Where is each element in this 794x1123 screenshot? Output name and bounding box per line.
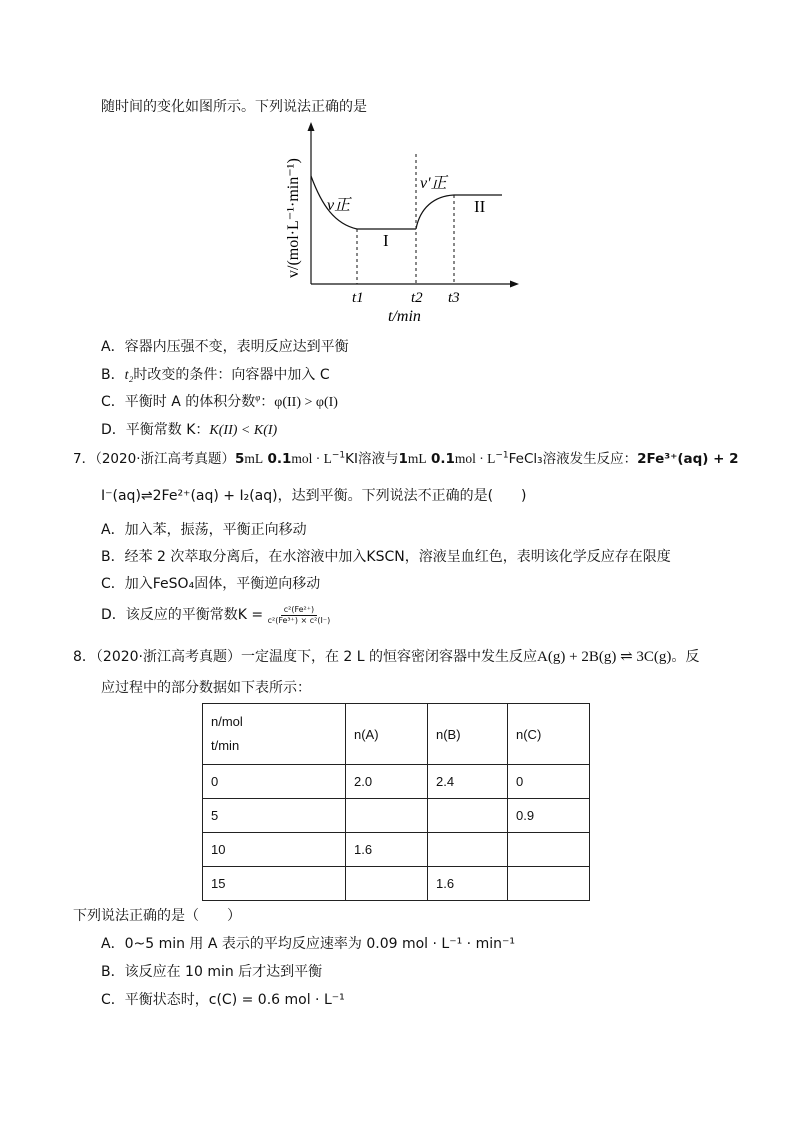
header-n-b: n(B) bbox=[428, 704, 508, 765]
rate-time-graph bbox=[280, 118, 530, 330]
q7-option-a: A．加入苯，振荡，平衡正向移动 bbox=[101, 522, 307, 538]
y-axis-arrow-icon bbox=[308, 122, 315, 131]
header-n-a: n(A) bbox=[346, 704, 428, 765]
region-1-label: I bbox=[383, 231, 389, 250]
t3-label: t3 bbox=[448, 290, 460, 306]
x-axis-arrow-icon bbox=[510, 281, 519, 288]
q8-option-c: C．平衡状态时，c(C) = 0.6 mol · L⁻¹ bbox=[101, 992, 345, 1008]
t1-label: t1 bbox=[352, 290, 364, 306]
q6-option-b: B．t₂时改变的条件：向容器中加入 C bbox=[101, 367, 330, 383]
q7-option-c: C．加入FeSO₄固体，平衡逆向移动 bbox=[101, 576, 321, 592]
q8-option-a: A．0~5 min 用 A 表示的平均反应速率为 0.09 mol · L⁻¹ · min⁻¹ bbox=[101, 936, 515, 952]
table-row: 0 2.0 2.4 0 bbox=[203, 765, 590, 799]
q7-option-d: D．该反应的平衡常数K = $\frac{\text{c²(Fe²⁺)}}{\text{c²(Fe³⁺) × c²(I⁻)}}$ bbox=[101, 604, 331, 625]
forward-rate-prime-curve bbox=[416, 195, 502, 229]
q8-stem-line2: 应过程中的部分数据如下表所示： bbox=[101, 680, 311, 696]
table-row: 10 1.6 bbox=[203, 833, 590, 867]
q6-option-c: C．平衡时 A 的体积分数$^\varphi$：φ(II) > φ(I) bbox=[101, 392, 338, 410]
q8-prompt: 下列说法正确的是（ ） bbox=[73, 908, 241, 924]
q8-stem-line1: 8．（2020·浙江高考真题）一定温度下，在 2 L 的恒容密闭容器中发生反应A(g) + 2B(g) ⇌ 3C(g)。反 bbox=[73, 649, 700, 665]
q7-stem-line1: 7．（2020·浙江高考真题）5mL $0.1mol \cdot L^{-1}KI$溶液与1mL $0.1mol \cdot L^{-1}FeCl_3$溶液发生反应：2Fe³⁺(aq) + 2 bbox=[73, 450, 739, 467]
q7-option-b: B．经苯 2 次萃取分离后，在水溶液中加入KSCN，溶液呈血红色，表明该化学反应存在限度 bbox=[101, 549, 671, 565]
t2-label: t2 bbox=[411, 290, 423, 306]
intro-text: 随时间的变化如图所示。下列说法正确的是 bbox=[101, 99, 367, 115]
table-header-row bbox=[203, 704, 590, 765]
v-forward-prime-label: v′正 bbox=[420, 175, 447, 192]
region-2-label: II bbox=[474, 197, 486, 216]
y-axis-label: v/(mol·L⁻¹·min⁻¹) bbox=[285, 158, 302, 278]
q6-option-a: A．容器内压强不变，表明反应达到平衡 bbox=[101, 339, 349, 355]
table-corner-cell: n/mol t/min bbox=[203, 704, 346, 765]
q6-option-d: D．平衡常数 K：K(II) < K(I) bbox=[101, 422, 278, 438]
q7-stem-line2: I⁻(aq)⇌2Fe²⁺(aq) + I₂(aq)，达到平衡。下列说法不正确的是( ) bbox=[101, 488, 527, 504]
q8-option-b: B．该反应在 10 min 后才达到平衡 bbox=[101, 964, 323, 980]
table-row: 5 0.9 bbox=[203, 799, 590, 833]
x-axis-label: t/min bbox=[388, 308, 421, 325]
reaction-data-table bbox=[202, 703, 590, 901]
equilibrium-constant-fraction: $\frac{\text{c²(Fe²⁺)}}{\text{c²(Fe³⁺) × c²(I⁻)}}$ bbox=[267, 604, 331, 625]
v-forward-label: v正 bbox=[327, 197, 351, 214]
header-n-c: n(C) bbox=[508, 704, 590, 765]
table-row: 15 1.6 bbox=[203, 867, 590, 901]
